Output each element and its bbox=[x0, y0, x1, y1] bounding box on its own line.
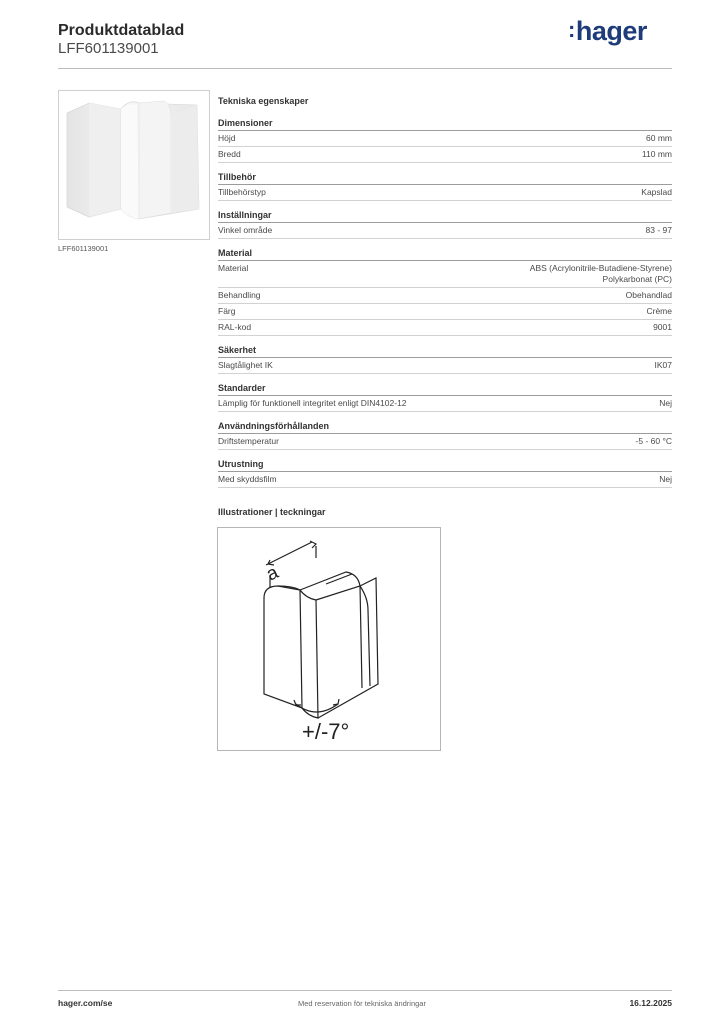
spec-value: Nej bbox=[659, 398, 672, 408]
spec-value: 110 mm bbox=[641, 149, 672, 159]
spec-value: 83 - 97 bbox=[645, 225, 672, 235]
product-photo-icon bbox=[59, 91, 209, 239]
spec-label: Bredd bbox=[218, 149, 241, 159]
section-title: Dimensioner bbox=[218, 118, 672, 131]
hager-logo bbox=[568, 16, 647, 47]
spec-value-line: Polykarbonat (PC) bbox=[602, 274, 672, 284]
spec-label: Lämplig för funktionell integritet enligt DIN4102-12 bbox=[218, 398, 407, 408]
technical-drawing-icon bbox=[218, 528, 440, 750]
spec-value: Kapslad bbox=[641, 187, 672, 197]
spec-label: Slagtålighet IK bbox=[218, 360, 273, 370]
logo-dots: : bbox=[568, 17, 575, 42]
section-conditions bbox=[218, 421, 672, 450]
logo-text: hager bbox=[575, 16, 647, 46]
section-dimensions bbox=[218, 118, 672, 163]
footer-notice: Med reservation för tekniska ändringar bbox=[298, 999, 426, 1008]
section-title: Inställningar bbox=[218, 210, 672, 223]
footer-date: 16.12.2025 bbox=[629, 998, 672, 1008]
spec-value: -5 - 60 °C bbox=[635, 436, 672, 446]
footer-divider bbox=[58, 990, 672, 991]
spec-row bbox=[218, 320, 672, 336]
section-equipment bbox=[218, 459, 672, 488]
header-divider bbox=[58, 68, 672, 69]
spec-row bbox=[218, 185, 672, 201]
spec-value: IK07 bbox=[654, 360, 672, 370]
spec-value: Nej bbox=[659, 474, 672, 484]
spec-label: Tillbehörstyp bbox=[218, 187, 266, 197]
spec-label: Med skyddsfilm bbox=[218, 474, 277, 484]
spec-row bbox=[218, 472, 672, 488]
product-code: LFF601139001 bbox=[58, 40, 159, 57]
spec-value: 60 mm bbox=[646, 133, 672, 143]
section-accessories bbox=[218, 172, 672, 201]
spec-value: 9001 bbox=[653, 322, 672, 332]
technical-specs bbox=[218, 96, 672, 497]
spec-row bbox=[218, 358, 672, 374]
spec-value-line: ABS (Acrylonitrile-Butadiene-Styrene) bbox=[529, 263, 672, 273]
spec-row bbox=[218, 147, 672, 163]
page-title: Produktdatablad bbox=[58, 22, 185, 39]
specs-heading: Tekniska egenskaper bbox=[218, 96, 309, 106]
section-title: Användningsförhållanden bbox=[218, 421, 672, 434]
spec-label: Höjd bbox=[218, 133, 236, 143]
spec-label: Material bbox=[218, 263, 249, 273]
spec-row bbox=[218, 261, 672, 288]
section-safety bbox=[218, 345, 672, 374]
spec-label: Färg bbox=[218, 306, 236, 316]
section-title: Utrustning bbox=[218, 459, 672, 472]
section-settings bbox=[218, 210, 672, 239]
section-standards bbox=[218, 383, 672, 412]
spec-value bbox=[530, 263, 672, 285]
spec-value: Obehandlad bbox=[625, 290, 672, 300]
angle-label: +/-7° bbox=[302, 719, 350, 744]
section-title: Säkerhet bbox=[218, 345, 672, 358]
spec-label: Driftstemperatur bbox=[218, 436, 279, 446]
spec-row bbox=[218, 434, 672, 450]
spec-row bbox=[218, 288, 672, 304]
product-image bbox=[58, 90, 210, 240]
illustration-drawing bbox=[217, 527, 441, 751]
dimension-label: a bbox=[263, 562, 282, 586]
spec-label: Vinkel område bbox=[218, 225, 273, 235]
section-material bbox=[218, 248, 672, 336]
illustrations-title: Illustrationer | teckningar bbox=[218, 507, 326, 517]
spec-label: Behandling bbox=[218, 290, 261, 300]
spec-row bbox=[218, 396, 672, 412]
product-caption: LFF601139001 bbox=[58, 244, 109, 253]
section-title: Standarder bbox=[218, 383, 672, 396]
spec-label: RAL-kod bbox=[218, 322, 252, 332]
section-title: Material bbox=[218, 248, 672, 261]
spec-row bbox=[218, 131, 672, 147]
footer-website[interactable]: hager.com/se bbox=[58, 998, 113, 1008]
section-title: Tillbehör bbox=[218, 172, 672, 185]
spec-row bbox=[218, 304, 672, 320]
spec-row bbox=[218, 223, 672, 239]
spec-value: Crème bbox=[646, 306, 672, 316]
